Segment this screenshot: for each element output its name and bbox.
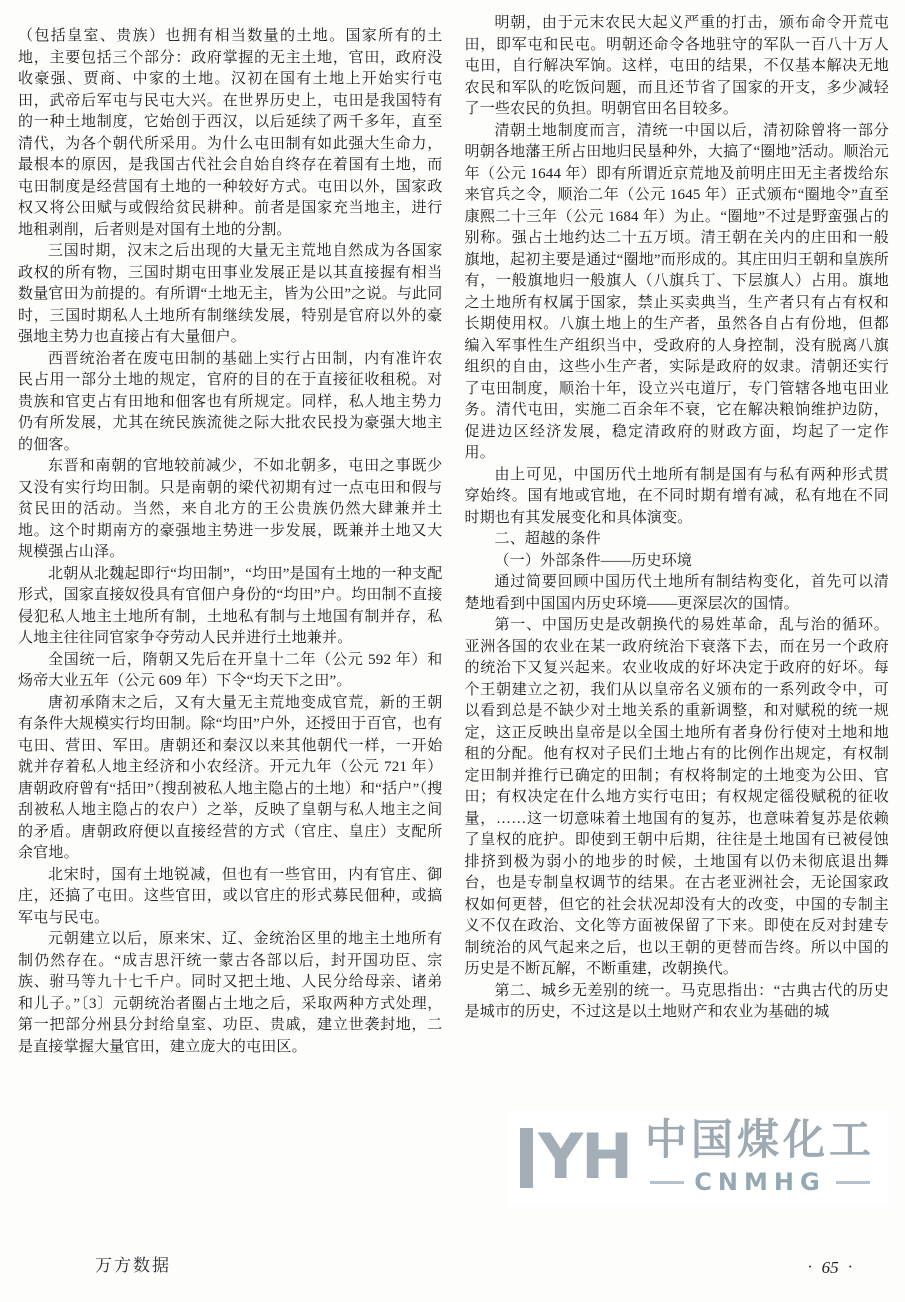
paragraph: 清朝土地制度而言，清统一中国以后，清初除曾将一部分明朝各地藩王所占田地归民垦种外，大搞了“圈地”活动。顺治元年（公元 1644 年）即有所谓近京荒地及前明庄田无主者拨给东来官兵之令，顺治二年（公元 1645 年）正式颁布“圈地令”直至康熙二十三年（公元 1684 年）为止。“圈地”不过是野蛮强占的别称。强占土地约达二十五万顷。清王朝在关内的庄田和一般旗地，起初主要是通过“圈地”而形成的。其庄田归王朝和皇族所有，一般旗地归一般旗人（八旗兵丁、下层旗人）占用。旗地之土地所有权属于国家，禁止买卖典当，生产者只有占有权和长期使用权。八旗土地上的生产者，虽然各自占有份地，但都编入军事性生产组织当中，受政府的人身控制，没有脱离八旗组织的自由，这些小生产者，实际是政府的奴隶。清朝还实行了屯田制度，顺治十年，设立兴屯道厅，专门管辖各地屯田业务。清代屯田，实施二百余年不衰，它在解决粮饷维护边防，促进边区经济发展，稳定清政府的财政方面，均起了一定作用。 bbox=[464, 122, 889, 461]
page-number bbox=[807, 1258, 853, 1278]
paragraph: 第二、城乡无差别的统一。马克思指出：“古典古代的历史是城市的历史，不过这是以土地财产和农业为基础的城 bbox=[464, 982, 889, 1020]
section-heading: （一）外部条件——历史环境 bbox=[494, 552, 693, 569]
paragraph: 西晋统治者在废屯田制的基础上实行占田制，内有准许农民占用一部分土地的规定，官府的目的在于直接征收租税。对贵族和官吏占有田地和佃客也有所规定。同样，私人地主势力仍有所发展，尤其在统民族流徙之际大批农民投为豪强大地主的佃客。 bbox=[18, 350, 443, 453]
watermark-line-left bbox=[650, 1181, 684, 1184]
paragraph: 元朝建立以后，原来宋、辽、金统治区里的地主土地所有制仍然存在。“成吉思汗统一蒙古各部以后，封开国功臣、宗族、驸马等九十七千户。同时又把土地、人民分给母亲、诸弟和儿子。”〔3〕元朝统治者圈占土地之后，采取两种方式处理，第一把部分州县分封给皇室、功臣、贵戚，建立世袭封地，二是直接掌握大量官田，建立庞大的屯田区。 bbox=[18, 931, 443, 1055]
watermark-subtitle-text: CNMHG bbox=[694, 1168, 826, 1196]
watermark bbox=[508, 1110, 889, 1206]
page-number-value: 65 bbox=[821, 1258, 839, 1277]
left-column bbox=[18, 13, 443, 1058]
watermark-line-right bbox=[836, 1181, 870, 1184]
paragraph: 通过简要回顾中国历代土地所有制结构变化，首先可以清楚地看到中国国内历史环境——更深层次的国情。 bbox=[464, 574, 889, 612]
paragraph: 北宋时，国有土地锐减，但也有一些官田，内有官庄、御庄，还搞了屯田。这些官田，或以官庄的形式募民佃种，或搞军屯与民屯。 bbox=[18, 866, 443, 926]
right-column bbox=[465, 13, 890, 1058]
paragraph: 东晋和南朝的官地较前减少，不如北朝多，屯田之事既少又没有实行均田制。只是南朝的梁代初期有过一点屯田和假与贫民田的活动。当然，来自北方的王公贵族仍然大肆兼并土地。这个时期南方的豪强地主势进一步发展，既兼并土地又大规模强占山泽。 bbox=[18, 458, 443, 560]
paragraph: 第一、中国历史是改朝换代的易姓革命，乱与治的循环。亚洲各国的农业在某一政府统治下衰落下去，而在另一个政府的统治下又复兴起来。农业收成的好坏决定于政府的好坏。每个王朝建立之初，我们从以皇帝名义颁布的一系列政令中，可以看到总是不缺少对土地关系的重新调整，和对赋税的统一规定，这正反映出皇帝是以全国土地所有者身份行使对土地和地租的分配。他有权对子民们土地占有的比例作出规定，有权制定田制并推行已确定的田制；有权将制定的土地变为公田、官田；有权决定在什么地方实行屯田；有权规定徭役赋税的征收量，……这一切意味着土地国有的复苏，也意味着复苏是依赖了皇权的庇护。即使到王朝中后期，往往是土地国有已被侵蚀排挤到极为弱小的地步的时候，土地国有以仍未彻底退出舞台，也是专制皇权调节的结果。在古老亚洲社会，无论国家政权如何更替，但它的社会状况却没有大的改变，中国的专制主义不仅在政治、文化等方面被保留了下来。即使在反对封建专制统治的风气起来之后，也以王朝的更替而告终。所以中国的历史是不断瓦解，不断重建，改朝换代。 bbox=[464, 617, 889, 977]
paragraph: 北朝从北魏起即行“均田制”，“均田”是国有土地的一种支配形式，国家直接奴役具有官佃户身份的“均田”户。均田制不直接侵犯私人地主土地所有制，土地私有制与土地国有制并存，私人地主往往同官家争夺劳动人民并进行土地兼并。 bbox=[18, 565, 443, 646]
page-number-dot-right: · bbox=[847, 1259, 853, 1276]
paragraph: 明朝，由于元末农民大起义严重的打击，颁布命令开荒屯田，即军屯和民屯。明朝还命令各地驻守的军队一百八十万人屯田，自行解决军饷。这样，屯田的结果，不仅基本解决无地农民和军队的吃饭问题，而且还节省了国家的开支，多少减轻了一些农民的负担。明朝官田名目较多。 bbox=[464, 15, 889, 117]
paragraph: （包括皇室、贵族）也拥有相当数量的土地。国家所有的土地，主要包括三个部分：政府掌握的无主土地，官田，政府没收豪强、贾商、中家的土地。汉初在国有土地上开始实行屯田，武帝后军屯与民屯大兴。在世界历史上，屯田是我国特有的一种土地制度，它始创于西汉，以后延续了两千多年，直至清代，为各个朝代所采用。为什么屯田制有如此强大生命力，最根本的原因，是我国古代社会自始自终存在着国有土地，而屯田制度是经营国有土地的一种较好方式。屯田以外，国家政权又将公田赋与或假给贫民耕种。前者是国家充当地主，进行地租剥削，后者则是对国有土地的分割。 bbox=[18, 28, 443, 238]
watermark-logo-bar bbox=[520, 1128, 533, 1188]
watermark-title: 中国煤化工 bbox=[644, 1115, 875, 1164]
paragraph: 全国统一后，隋朝又先后在开皇十二年（公元 592 年）和炀帝大业五年（公元 609 年）下令“均天下之田”。 bbox=[18, 651, 443, 689]
wanfang-data-mark: 万方数据 bbox=[95, 1256, 171, 1275]
section-heading: 二、超越的条件 bbox=[494, 531, 601, 547]
paragraph: 由上可见，中国历代土地所有制是国有与私有两种形式贯穿始终。国有地或官地，在不同时期有增有减，私有地在不同时期也有其发展变化和具体演变。 bbox=[464, 466, 889, 526]
paragraph: 三国时期，汉末之后出现的大量无主荒地自然成为各国家政权的所有物，三国时期屯田事业发展正是以其直接握有相当数量官田为前提的。有所谓“土地无主，皆为公田”之说。与此同时，三国时期私人土地所有制继续发展，特别是官府以外的豪强地主势力也直接占有大量佃户。 bbox=[18, 243, 443, 345]
watermark-subtitle bbox=[650, 1168, 869, 1196]
watermark-text-block bbox=[644, 1115, 875, 1196]
watermark-logo-text: YH bbox=[538, 1120, 631, 1193]
watermark-logo-icon bbox=[520, 1120, 631, 1193]
paragraph: 唐初承隋末之后，又有大量无主荒地变成官荒，新的王朝有条件大规模实行均田制。除“均田”户外，还授田于百官，也有屯田、营田、军田。唐朝还和秦汉以来其他朝代一样，一开始就并存着私人地主经济和小农经济。开元九年（公元 721 年）唐朝政府曾有“括田”（搜刮被私人地主隐占的土地）和“括户”（搜刮被私人地主隐占的农户）之举，反映了皇朝与私人地主之间的矛盾。唐朝政府便以直接经营的方式（官庄、皇庄）支配所余官地。 bbox=[18, 694, 443, 861]
page-number-dot-left: · bbox=[807, 1259, 813, 1276]
